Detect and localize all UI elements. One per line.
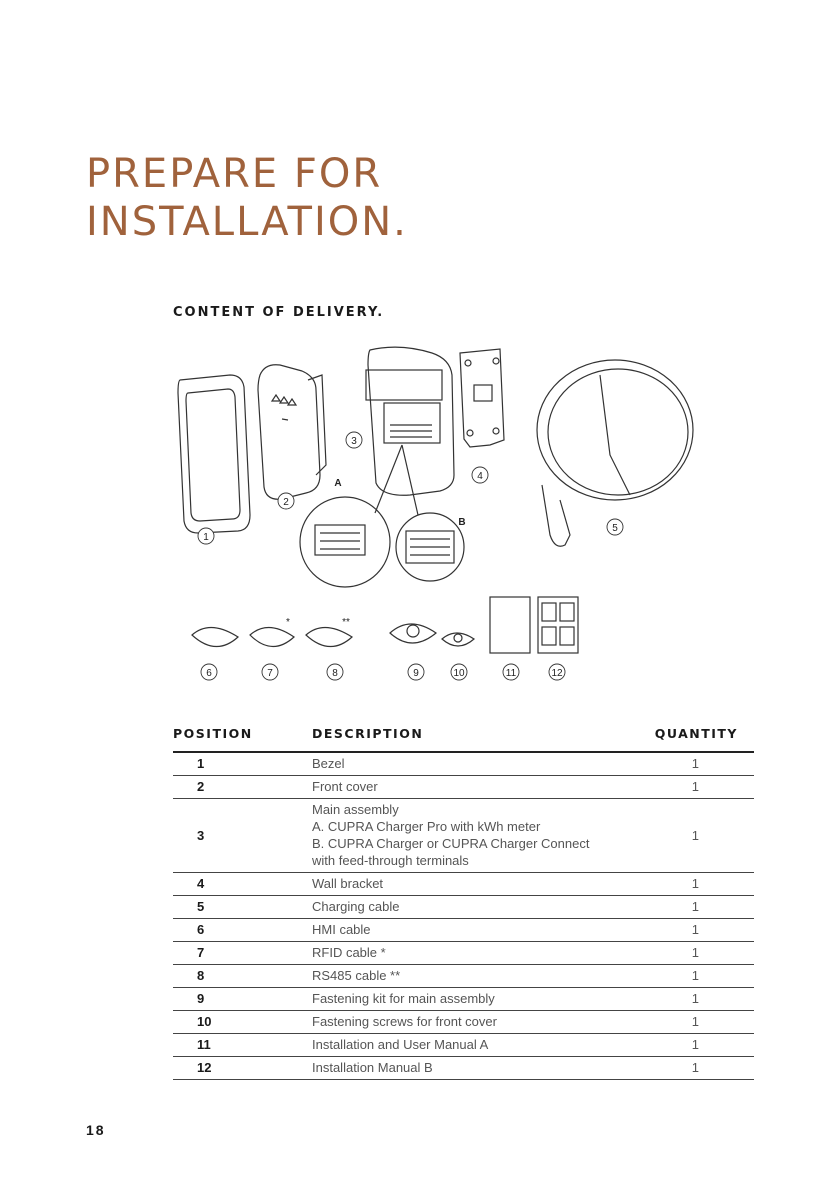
row-description: [312, 1057, 639, 1080]
front-cover-drawing: [258, 365, 326, 500]
row-quantity: 1: [639, 873, 754, 896]
row-description: [312, 776, 639, 799]
row-position: 3: [173, 799, 312, 873]
table-row: [173, 1034, 754, 1057]
row-description-line: Front cover: [312, 779, 378, 794]
row-position: 10: [173, 1011, 312, 1034]
bezel-drawing: [178, 375, 250, 533]
row-description-line: Fastening screws for front cover: [312, 1014, 497, 1029]
header-quantity: QUANTITY: [639, 720, 754, 752]
callout-12: 12: [551, 668, 563, 679]
row-description-line: A. CUPRA Charger Pro with kWh meter: [312, 819, 541, 834]
row-quantity: 1: [639, 1057, 754, 1080]
detail-label-b: B: [458, 517, 466, 528]
row-description: [312, 873, 639, 896]
table-row: [173, 799, 754, 873]
page-title: [86, 150, 408, 246]
row-description-line: Fastening kit for main assembly: [312, 991, 495, 1006]
row-quantity: 1: [639, 919, 754, 942]
table-body: [173, 752, 754, 1080]
row-description-line: Main assembly: [312, 802, 399, 817]
callout-9: 9: [413, 668, 419, 679]
row-quantity: 1: [639, 988, 754, 1011]
table-row: [173, 988, 754, 1011]
row-description: [312, 752, 639, 776]
row-position: 5: [173, 896, 312, 919]
header-description: DESCRIPTION: [312, 720, 639, 752]
row-description-line: B. CUPRA Charger or CUPRA Charger Connect: [312, 836, 590, 851]
callout-10: 10: [453, 668, 465, 679]
table-row: [173, 1011, 754, 1034]
row-position: 1: [173, 752, 312, 776]
callout-4: 4: [477, 471, 483, 482]
manual-a-drawing: [490, 597, 530, 653]
table-row: [173, 873, 754, 896]
row-quantity: 1: [639, 1011, 754, 1034]
row-description-line: Charging cable: [312, 899, 400, 914]
row-position: 11: [173, 1034, 312, 1057]
delivery-contents-table: [173, 720, 754, 1080]
row-position: 6: [173, 919, 312, 942]
table-row: [173, 776, 754, 799]
detail-a-drawing: [300, 445, 402, 587]
row-description: [312, 896, 639, 919]
rfid-cable-drawing: [250, 627, 294, 646]
callout-6: 6: [206, 668, 212, 679]
row-description: [312, 919, 639, 942]
row-description-line: with feed-through terminals: [312, 853, 469, 868]
page-title-line-2: INSTALLATION.: [86, 199, 408, 245]
delivery-contents-illustration: [170, 335, 618, 690]
charging-cable-drawing: [537, 360, 693, 546]
fastening-kit-drawing: [390, 624, 436, 643]
row-position: 7: [173, 942, 312, 965]
row-quantity: 1: [639, 799, 754, 873]
header-position: POSITION: [173, 720, 312, 752]
row-position: 12: [173, 1057, 312, 1080]
callout-7: 7: [267, 668, 273, 679]
detail-label-a: A: [334, 478, 342, 489]
callout-3: 3: [351, 436, 357, 447]
row-position: 4: [173, 873, 312, 896]
row-description-line: RFID cable *: [312, 945, 386, 960]
table-header-row: [173, 720, 754, 752]
section-title: CONTENT OF DELIVERY.: [173, 305, 385, 320]
row-quantity: 1: [639, 1034, 754, 1057]
row-description-line: Installation Manual B: [312, 1060, 433, 1075]
manual-b-drawing: [538, 597, 578, 653]
callout-8: 8: [332, 668, 338, 679]
row-position: 8: [173, 965, 312, 988]
row-quantity: 1: [639, 896, 754, 919]
row-description: [312, 1011, 639, 1034]
page-title-line-1: PREPARE FOR: [86, 151, 383, 197]
parts-drawing: [170, 335, 618, 690]
callout-11: 11: [505, 668, 517, 679]
table-row: [173, 965, 754, 988]
wall-bracket-drawing: [460, 349, 504, 447]
row-quantity: 1: [639, 942, 754, 965]
callout-5: 5: [612, 523, 618, 534]
row-description: [312, 799, 639, 873]
row-position: 2: [173, 776, 312, 799]
row-quantity: 1: [639, 752, 754, 776]
table-row: [173, 942, 754, 965]
row-description: [312, 1034, 639, 1057]
rs485-cable-drawing: [306, 627, 352, 646]
hmi-cable-drawing: [192, 627, 238, 646]
row-position: 9: [173, 988, 312, 1011]
table-row: [173, 919, 754, 942]
callout-1: 1: [203, 532, 209, 543]
row-description-line: Installation and User Manual A: [312, 1037, 489, 1052]
fastening-screws-drawing: [442, 633, 474, 646]
page-number: 18: [86, 1122, 106, 1138]
row-quantity: 1: [639, 776, 754, 799]
asterisk-7: *: [286, 617, 290, 628]
row-description-line: HMI cable: [312, 922, 371, 937]
row-description: [312, 988, 639, 1011]
table-row: [173, 752, 754, 776]
table-row: [173, 1057, 754, 1080]
table-row: [173, 896, 754, 919]
callout-2: 2: [283, 497, 289, 508]
row-description-line: RS485 cable **: [312, 968, 401, 983]
row-quantity: 1: [639, 965, 754, 988]
row-description: [312, 942, 639, 965]
row-description: [312, 965, 639, 988]
row-description-line: Wall bracket: [312, 876, 384, 891]
row-description-line: Bezel: [312, 756, 345, 771]
main-assembly-drawing: [366, 347, 454, 495]
asterisk-8: **: [342, 617, 350, 628]
